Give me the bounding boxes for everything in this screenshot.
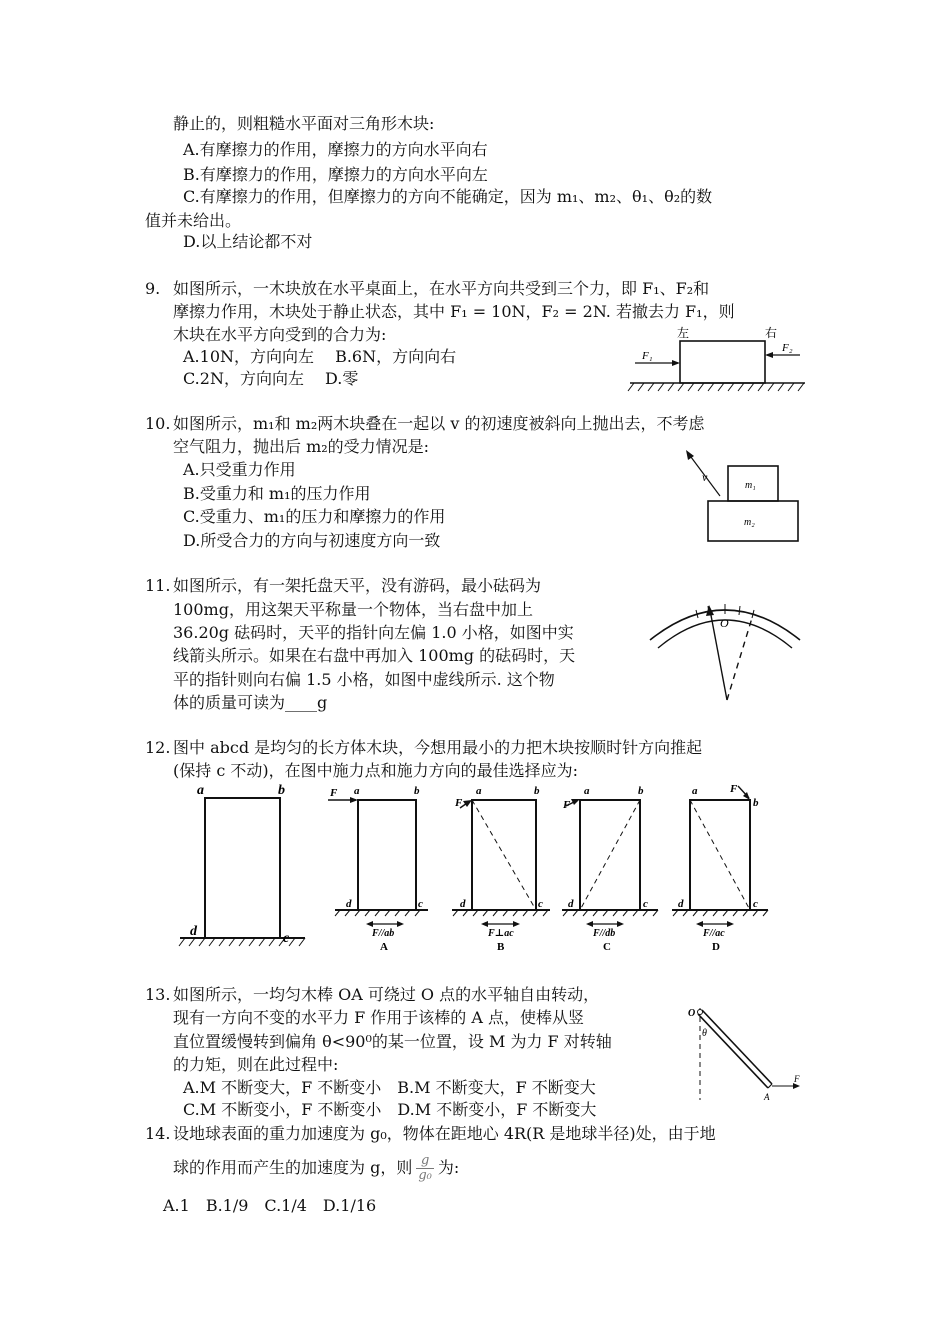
q13-pivot: [698, 1010, 703, 1015]
q13-line3: 直位置缓慢转到偏角 θ<90⁰的某一位置，设 M 为力 F 对转轴: [173, 1032, 612, 1051]
q13-theta-label: θ: [702, 1028, 707, 1039]
q10-option-b: B.受重力和 m₁的压力作用: [183, 484, 371, 503]
q9-block-figure: [620, 325, 810, 400]
q12-c-diagonal: [580, 800, 640, 910]
q11-dashed-pointer: [727, 618, 752, 700]
q12-a-d: d: [346, 898, 352, 910]
q12-d-f-label: F: [730, 783, 738, 795]
q12-d-c: c: [753, 898, 758, 910]
q8-option-c-cont: 值并未给出。: [145, 211, 242, 230]
q12-a-c: c: [418, 898, 423, 910]
q8-option-a: A.有摩擦力的作用，摩擦力的方向水平向右: [183, 140, 488, 159]
q12-line1: 图中 abcd 是均匀的长方体木块，今想用最小的力把木块按顺时针方向推起: [173, 738, 703, 757]
q12-c-b: b: [638, 785, 644, 797]
q12-option-c-figure: [562, 785, 658, 953]
q13-rod-end: [768, 1084, 772, 1088]
q12-d-a: a: [692, 785, 698, 797]
q12-a-f-label: F: [330, 787, 338, 799]
q10-line2: 空气阻力，抛出后 m₂的受力情况是:: [173, 437, 430, 456]
q9-f1-arrowhead: [672, 360, 680, 366]
q12-line2: (保持 c 不动)，在图中施力点和施力方向的最佳选择应为:: [173, 761, 579, 780]
q10-number: 10.: [145, 414, 171, 433]
q13-rod-edge2: [702, 1010, 772, 1084]
q12-b-cap-arrowhead-left: [481, 921, 488, 927]
q8-stem-tail: 静止的，则粗糙水平面对三角形木块:: [173, 114, 435, 133]
q12-main-a: a: [197, 783, 204, 798]
q10-option-c: C.受重力、m₁的压力和摩擦力的作用: [183, 507, 446, 526]
q12-c-caption: F//db: [593, 928, 616, 939]
q13-o-label: O: [688, 1008, 696, 1019]
q12-main-block: [179, 783, 305, 946]
q13-number: 13.: [145, 985, 171, 1004]
q13-line1: 如图所示，一均匀木棒 OA 可绕过 O 点的水平轴自由转动，: [173, 985, 600, 1004]
q13-rod-edge1: [698, 1014, 768, 1088]
q14-number: 14.: [145, 1124, 171, 1143]
q9-options-ab: A.10N，方向向左 B.6N，方向向右: [183, 347, 457, 366]
q12-c-cap-arrowhead-right: [617, 921, 624, 927]
q12-d-d: d: [678, 898, 684, 910]
q13-line2: 现有一方向不变的水平力 F 作用于该棒的 A 点，使棒从竖: [173, 1008, 585, 1027]
q12-a-cap-arrowhead-left: [366, 921, 373, 927]
q11-line3: 36.20g 砝码时，天平的指针向左偏 1.0 小格，如图中实: [173, 623, 574, 642]
q12-main-b: b: [278, 783, 285, 798]
q14-frac-numerator: g: [416, 1154, 434, 1169]
q12-figures: [170, 780, 780, 960]
q9-fig-right-label: 右: [765, 326, 778, 340]
q12-d-diagonal: [690, 800, 750, 910]
q13-options-cd: C.M 不断变小，F 不断变小 D.M 不断变小，F 不断变大: [183, 1100, 597, 1119]
q13-line4: 的力矩，则在此过程中:: [173, 1055, 339, 1074]
q10-option-a: A.只受重力作用: [183, 460, 296, 479]
q12-main-c: c: [283, 931, 290, 946]
q9-options-cd: C.2N，方向向左 D.零: [183, 369, 359, 388]
q11-number: 11.: [145, 576, 171, 595]
q14-fraction: [416, 1154, 434, 1183]
q12-option-b-figure: [452, 785, 550, 953]
q12-main-rect: [205, 798, 280, 938]
q12-b-f-label: F: [455, 797, 463, 809]
q12-b-a: a: [476, 785, 482, 797]
q12-option-d-figure: [672, 783, 768, 953]
q8-option-c: C.有摩擦力的作用，但摩擦力的方向不能确定，因为 m₁、m₂、θ₁、θ₂的数: [183, 187, 713, 206]
q12-option-a-figure: [328, 785, 428, 953]
q14-options: A.1 B.1/9 C.1/4 D.1/16: [163, 1196, 377, 1215]
q9-f2-label: F₂: [782, 342, 793, 354]
q9-number: 9.: [145, 279, 161, 298]
q11-line5: 平的指针则向右偏 1.5 小格，如图中虚线所示. 这个物: [173, 670, 555, 689]
q11-balance-scale-figure: [640, 590, 815, 710]
q12-c-f-label: F: [563, 799, 571, 811]
q12-b-letter: B: [497, 941, 505, 953]
q12-b-force-head: [463, 800, 472, 807]
q9-line3: 木块在水平方向受到的合力为:: [173, 325, 387, 344]
q11-line2: 100mg，用这架天平称量一个物体，当右盘中加上: [173, 600, 533, 619]
q12-b-c: c: [538, 898, 543, 910]
q11-line6: 体的质量可读为____g: [173, 693, 328, 712]
q12-main-d: d: [190, 924, 197, 939]
q10-stacked-blocks-figure: [680, 448, 805, 548]
q12-a-letter: A: [380, 941, 388, 953]
q12-a-a: a: [354, 785, 360, 797]
q11-line4: 线箭头所示。如果在右盘中再加入 100mg 的砝码时，天: [173, 646, 576, 665]
q12-a-caption: F//ab: [372, 928, 395, 939]
q12-b-caption: F⊥ac: [488, 928, 514, 939]
q12-a-b: b: [414, 785, 420, 797]
q9-ground-hatch: [628, 383, 804, 391]
q9-fig-left-label: 左: [677, 326, 690, 340]
q14-line1: 设地球表面的重力加速度为 g₀，物体在距地心 4R(R 是地球半径)处，由于地: [173, 1124, 716, 1143]
q12-c-d: d: [568, 898, 574, 910]
q10-m1-label: m₁: [745, 480, 756, 491]
q13-rod-figure: [680, 1000, 810, 1105]
q8-option-d: D.以上结论都不对: [183, 232, 313, 251]
q14-line2-post: 为:: [437, 1158, 460, 1177]
q10-option-d: D.所受合力的方向与初速度方向一致: [183, 531, 441, 550]
q12-a-cap-arrowhead-right: [397, 921, 404, 927]
q11-o-label: O: [720, 616, 729, 630]
q12-number: 12.: [145, 738, 171, 757]
q10-line1: 如图所示，m₁和 m₂两木块叠在一起以 v 的初速度被斜向上抛出去，不考虑: [173, 414, 705, 433]
q9-f2-arrowhead: [765, 352, 773, 358]
q14-line2-pre: 球的作用而产生的加速度为 g，则: [173, 1158, 413, 1177]
q12-d-letter: D: [712, 941, 720, 953]
q11-line1: 如图所示，有一架托盘天平，没有游码，最小砝码为: [173, 576, 542, 595]
q13-f-label: F: [794, 1074, 800, 1084]
q12-d-b: b: [753, 797, 759, 809]
q12-d-caption: F//ac: [703, 928, 725, 939]
q12-c-force-head: [571, 799, 580, 805]
q8-option-b: B.有摩擦力的作用，摩擦力的方向水平向左: [183, 165, 488, 184]
q12-c-cap-arrowhead-left: [586, 921, 593, 927]
q9-block: [680, 341, 765, 383]
q12-a-force-head: [350, 797, 358, 803]
q10-m2-label: m₂: [744, 517, 755, 528]
q13-options-ab: A.M 不断变大，F 不断变小 B.M 不断变大，F 不断变大: [183, 1078, 596, 1097]
q9-line2: 摩擦力作用，木块处于静止状态，其中 F₁ = 10N，F₂ = 2N. 若撤去力 F₁，则: [173, 302, 735, 321]
q12-c-letter: C: [603, 941, 611, 953]
q9-f1-label: F₁: [642, 350, 653, 362]
q14-frac-denominator: g₀: [418, 1168, 432, 1183]
q12-b-b: b: [534, 785, 540, 797]
q10-v-label: v: [702, 470, 708, 484]
q13-a-label: A: [764, 1092, 770, 1102]
q12-b-cap-arrowhead-right: [513, 921, 520, 927]
q12-d-cap-arrowhead-right: [727, 921, 734, 927]
q12-a-rect: [358, 800, 416, 910]
q12-d-cap-arrowhead-left: [696, 921, 703, 927]
q9-line1: 如图所示，一木块放在水平桌面上，在水平方向共受到三个力，即 F₁、F₂和: [173, 279, 710, 298]
q12-c-c: c: [643, 898, 648, 910]
q12-b-diagonal: [472, 800, 536, 910]
q14-line2: [173, 1150, 459, 1186]
q12-b-d: d: [460, 898, 466, 910]
q12-c-a: a: [584, 785, 590, 797]
